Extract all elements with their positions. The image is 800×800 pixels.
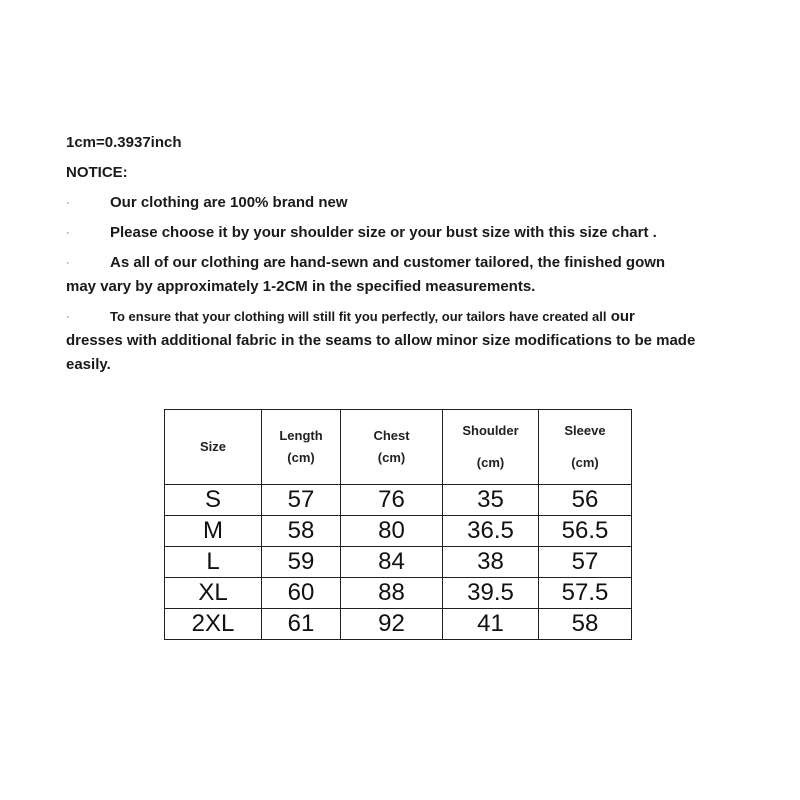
notice-text-continued: may vary by approximately 1-2CM in the specified measurements. [66,278,536,295]
table-row [165,485,632,516]
cell-size: M [165,516,262,547]
cell-shoulder: 38 [443,547,539,578]
notice-item [66,191,716,221]
notice-text: our [610,308,635,325]
notice-item [66,251,716,299]
table-row [165,609,632,640]
bullet-icon: · [66,257,70,269]
bullet-icon: · [66,227,70,239]
cell-shoulder: 39.5 [443,578,539,609]
cell-length: 60 [262,578,341,609]
table-header-row [165,410,632,485]
cell-shoulder: 35 [443,485,539,516]
cell-chest: 76 [341,485,443,516]
bullet-icon: · [66,311,70,323]
notice-title: NOTICE: [66,164,128,181]
notice-section [66,131,716,383]
cell-size: S [165,485,262,516]
cell-size: L [165,547,262,578]
notice-text-small: To ensure that your clothing will still fit you perfectly, our tailors have created all [110,309,607,324]
notice-item [66,305,716,377]
bullet-icon: · [66,197,70,209]
cell-sleeve: 56.5 [539,516,632,547]
cell-chest: 92 [341,609,443,640]
cell-length: 58 [262,516,341,547]
cell-length: 57 [262,485,341,516]
notice-text: Please choose it by your shoulder size or your bust size with this size chart . [110,224,657,241]
cell-chest: 80 [341,516,443,547]
notice-text: Our clothing are 100% brand new [110,194,348,211]
cell-sleeve: 57 [539,547,632,578]
cell-shoulder: 36.5 [443,516,539,547]
table-row [165,547,632,578]
cell-size: 2XL [165,609,262,640]
cell-size: XL [165,578,262,609]
notice-text-continued: dresses with additional fabric in the seams to allow minor size modifications to be made easily. [66,332,696,373]
header-length: Length (cm) [262,410,341,485]
size-chart-table [164,409,632,640]
cell-chest: 88 [341,578,443,609]
header-shoulder: Shoulder (cm) [443,410,539,485]
table-row [165,578,632,609]
notice-item [66,221,716,251]
cell-shoulder: 41 [443,609,539,640]
cell-sleeve: 56 [539,485,632,516]
cell-sleeve: 57.5 [539,578,632,609]
header-chest: Chest (cm) [341,410,443,485]
cell-chest: 84 [341,547,443,578]
cell-sleeve: 58 [539,609,632,640]
table-row [165,516,632,547]
header-sleeve: Sleeve (cm) [539,410,632,485]
header-size: Size [165,410,262,485]
cell-length: 59 [262,547,341,578]
notice-text: As all of our clothing are hand-sewn and customer tailored, the finished gown [110,254,666,271]
unit-conversion: 1cm=0.3937inch [66,134,182,151]
cell-length: 61 [262,609,341,640]
